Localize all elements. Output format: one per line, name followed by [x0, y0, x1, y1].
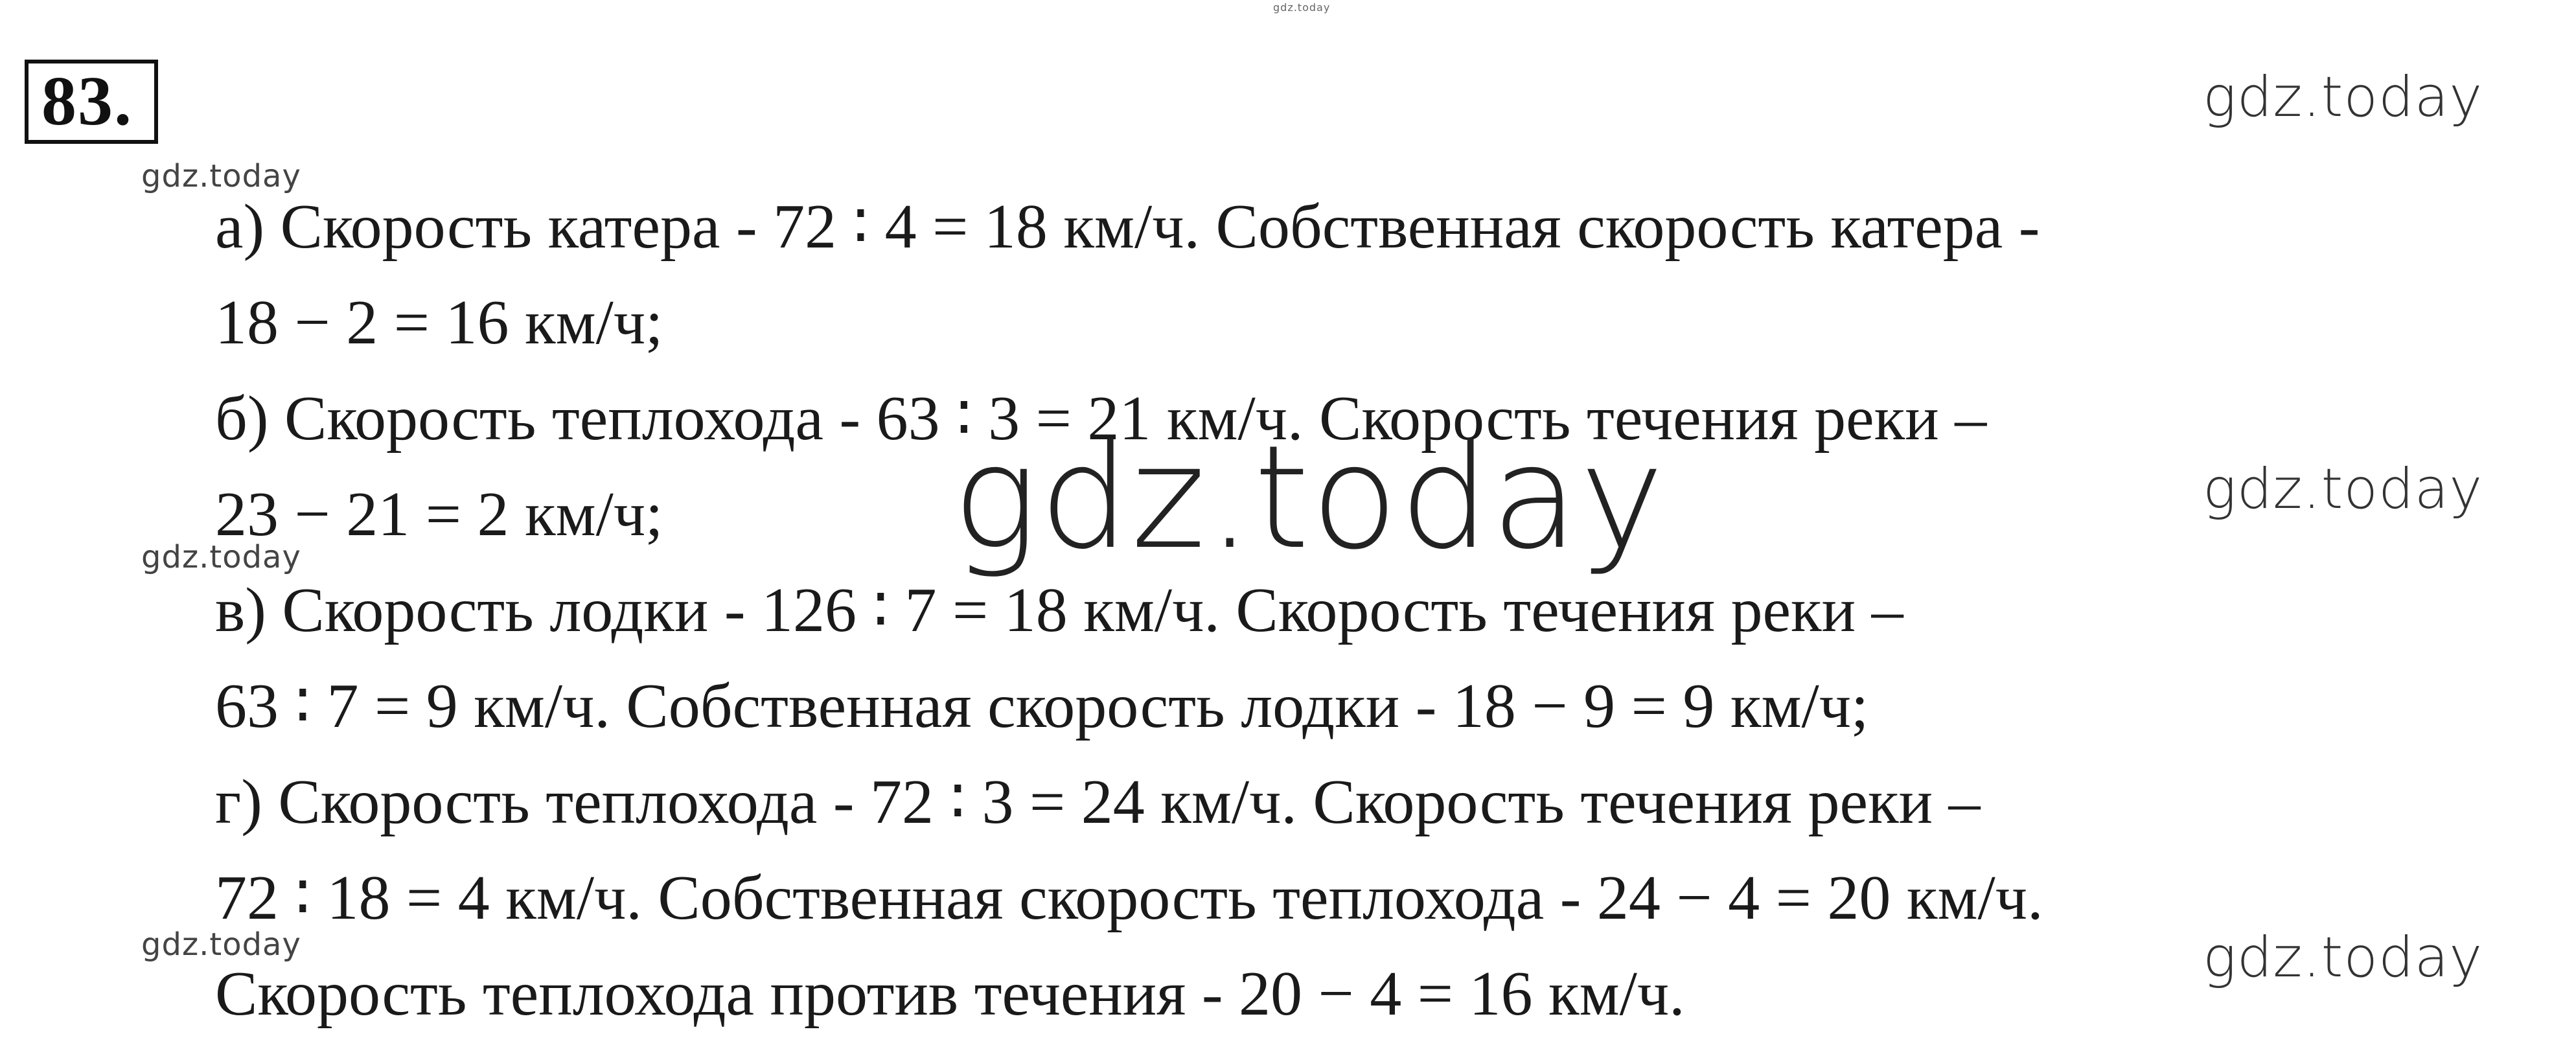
- watermark-top-tiny: gdz.today: [1273, 1, 1331, 14]
- watermark-left-3: gdz.today: [141, 926, 301, 963]
- solution-line-c-1: в) Скорость лодки - 126 ∶ 7 = 18 км/ч. Скорость течения реки –: [215, 575, 1903, 645]
- watermark-center-large: gdz.today: [952, 415, 1666, 581]
- solution-line-b-1: б) Скорость теплохода - 63 ∶ 3 = 21 км/ч. Скорость течения реки –: [215, 384, 1987, 454]
- watermark-left-1: gdz.today: [141, 158, 301, 194]
- solution-line-d-1: г) Скорость теплохода - 72 ∶ 3 = 24 км/ч. Скорость течения реки –: [215, 767, 1981, 837]
- solution-line-d-2: 72 ∶ 18 = 4 км/ч. Собственная скорость теплохода - 24 − 4 = 20 км/ч.: [215, 863, 2043, 933]
- solution-line-d-3: Скорость теплохода против течения - 20 − 4 = 16 км/ч.: [215, 959, 1685, 1029]
- watermark-mid-right: gdz.today: [2203, 457, 2483, 522]
- solution-line-a-2: 18 − 2 = 16 км/ч;: [215, 288, 663, 358]
- problem-number: 83.: [25, 60, 158, 144]
- solution-line-b-2: 23 − 21 = 2 км/ч;: [215, 479, 663, 549]
- watermark-bottom-right: gdz.today: [2203, 925, 2483, 990]
- watermark-left-2: gdz.today: [141, 539, 301, 575]
- solution-line-c-2: 63 ∶ 7 = 9 км/ч. Собственная скорость лодки - 18 − 9 = 9 км/ч;: [215, 671, 1869, 741]
- watermark-top-right: gdz.today: [2203, 65, 2483, 130]
- solution-line-a-1: а) Скорость катера - 72 ∶ 4 = 18 км/ч. Собственная скорость катера -: [215, 192, 2040, 262]
